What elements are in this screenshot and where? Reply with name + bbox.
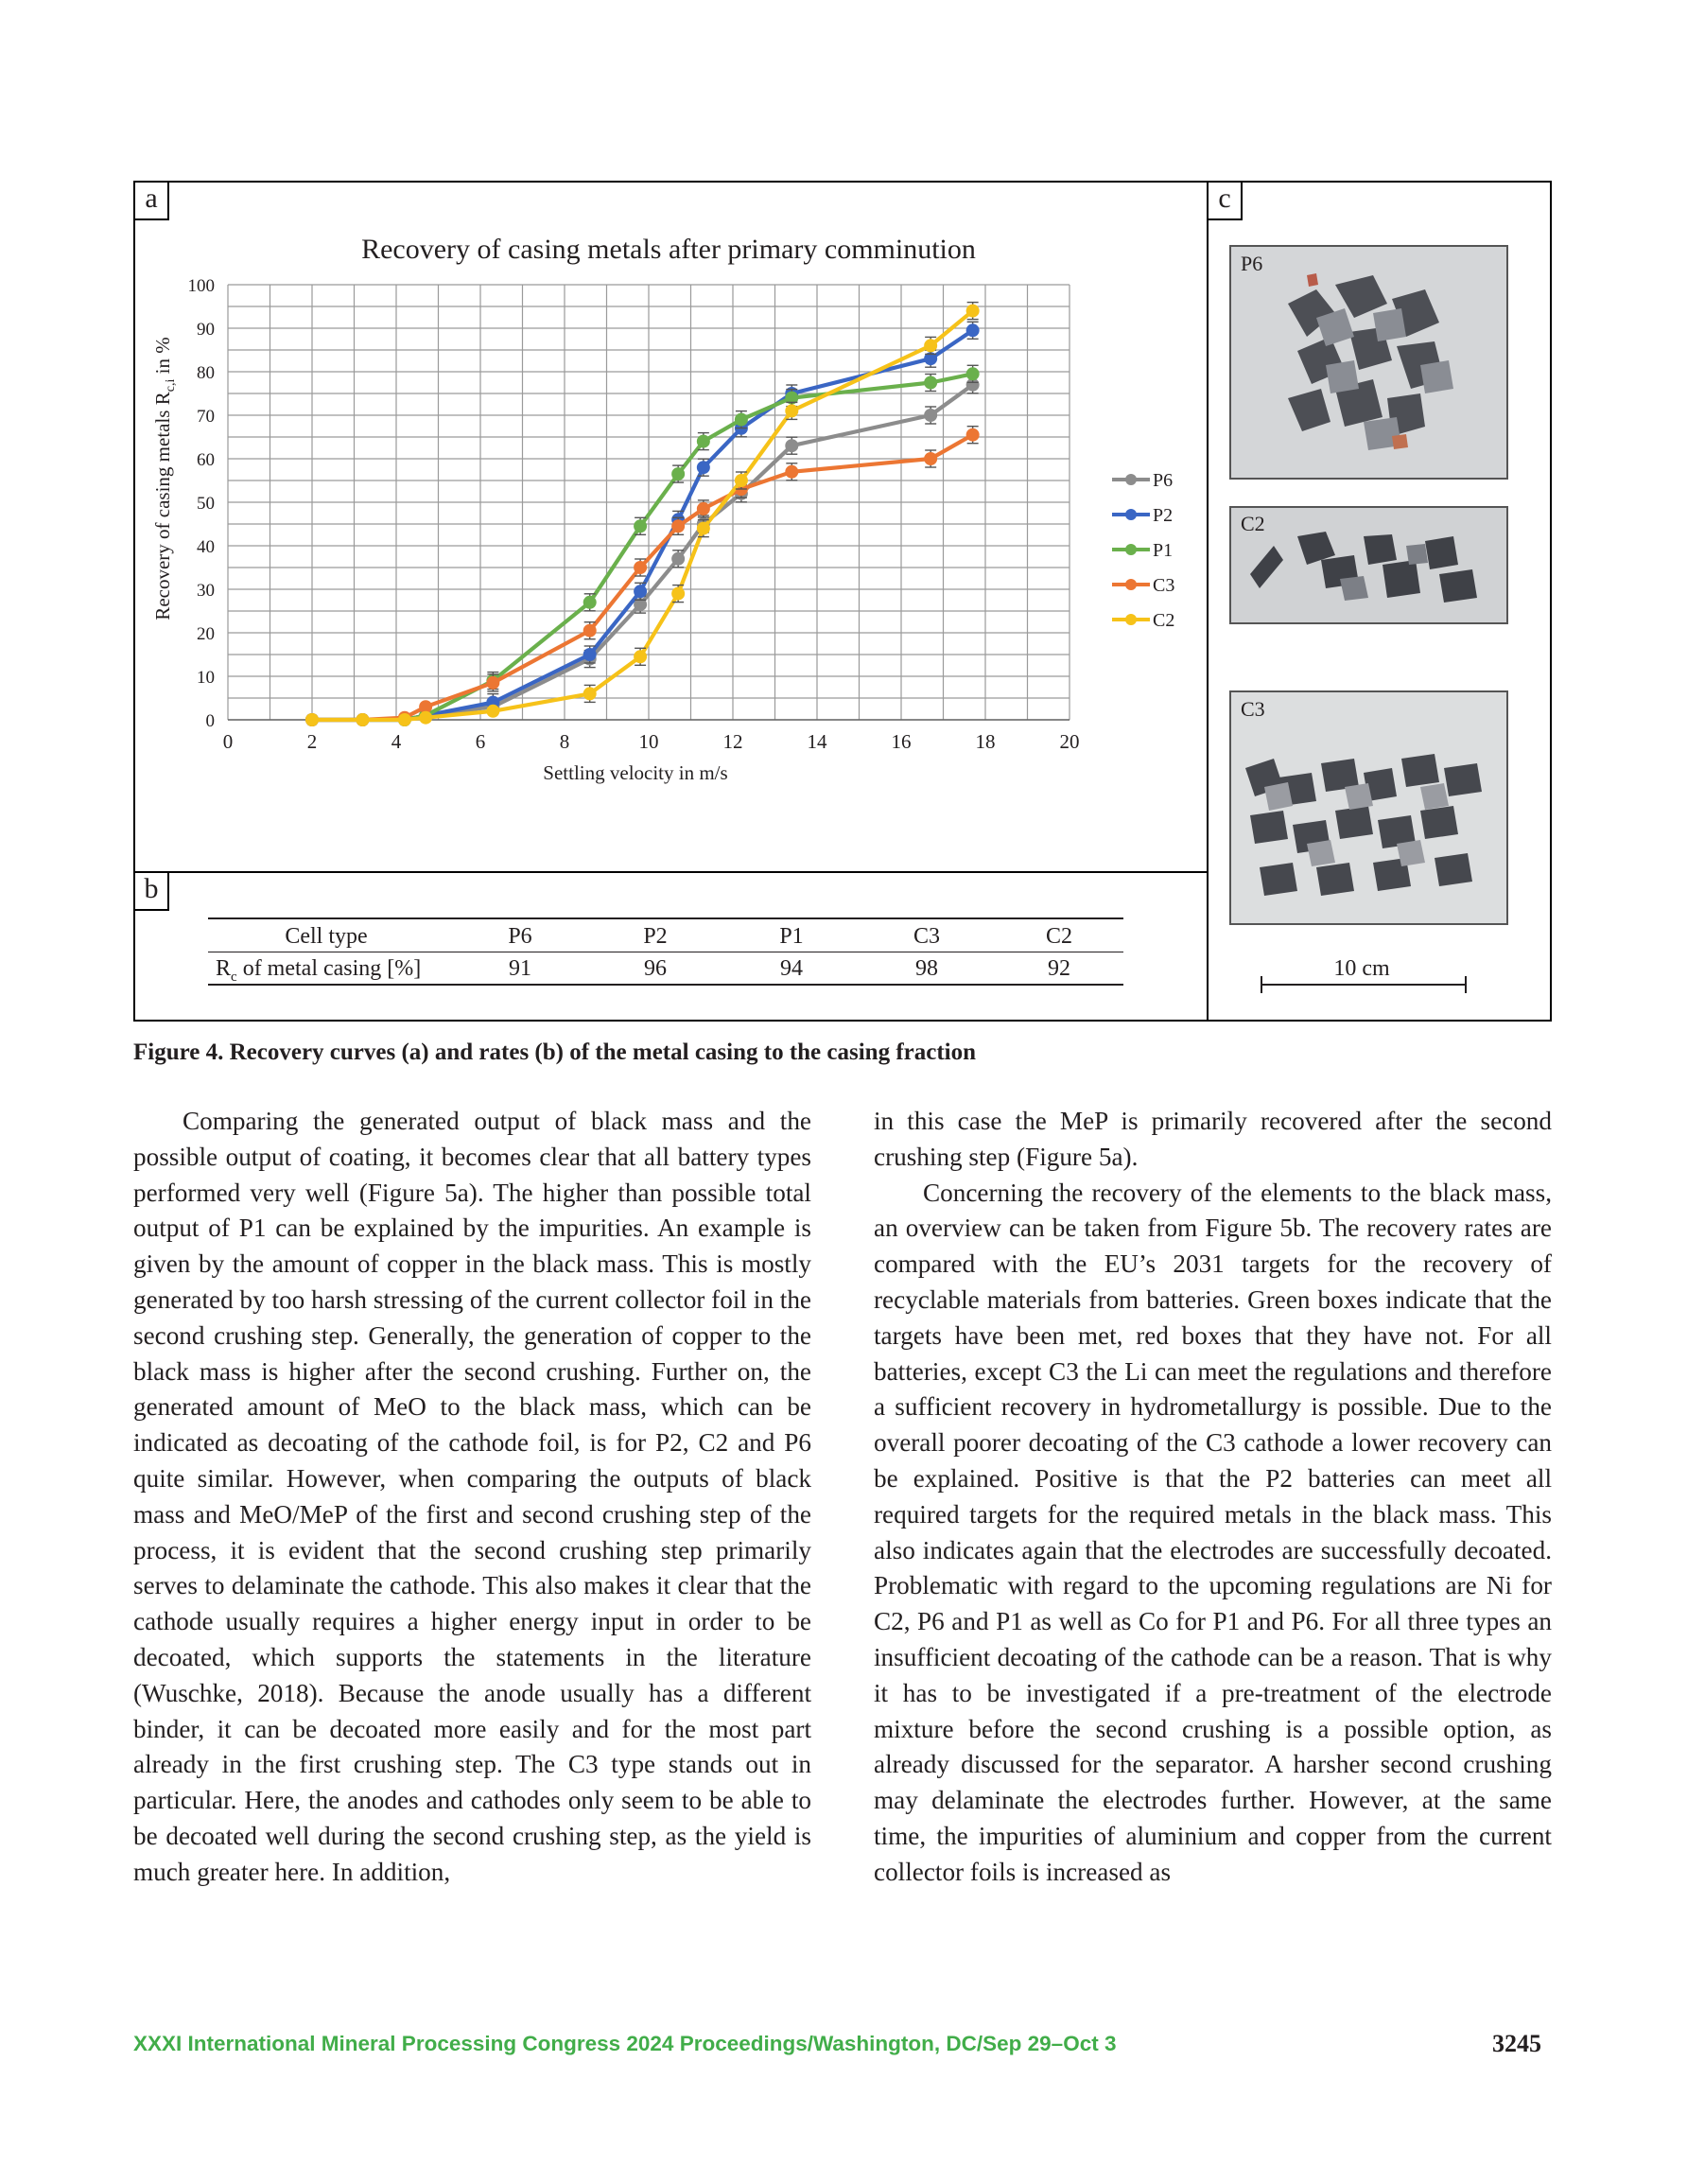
- data-point: [924, 376, 937, 390]
- data-point: [697, 522, 710, 535]
- x-tick-label: 20: [1059, 730, 1080, 753]
- photo-p6-label: P6: [1241, 252, 1263, 275]
- panel-c-divider: [1207, 181, 1209, 1022]
- y-tick-label: 30: [197, 581, 215, 601]
- data-point: [486, 676, 499, 690]
- series-line-p6: [312, 385, 973, 720]
- panel-b-tag: b: [133, 871, 169, 911]
- y-tick-labels: [188, 276, 216, 731]
- data-point: [924, 452, 937, 465]
- data-point: [583, 648, 597, 661]
- legend-label: C2: [1153, 610, 1175, 631]
- table-header-p6: P6: [508, 924, 532, 949]
- data-point: [966, 305, 980, 318]
- chart-series: [305, 303, 980, 726]
- data-point: [398, 713, 411, 726]
- legend-item-p1: [1112, 540, 1173, 561]
- legend-item-p2: [1112, 505, 1173, 526]
- table-value-p6: 91: [509, 956, 531, 981]
- data-point: [305, 713, 319, 726]
- footer-proceedings: XXXI International Mineral Processing Congress 2024 Proceedings/Washington, DC/Sep 29–Oct 3: [133, 2032, 1117, 2055]
- table-value-p1: 94: [780, 956, 803, 981]
- right-paragraph-2: Concerning the recovery of the elements to the black mass, an overview can be taken from Figure 5b. The recovery rates are compared with the EU’s 2031 targets for the recovery of recyclable materials from batteries. Green boxes indicate that the targets have been met, red boxes that they have not. For all batteries, except C3 the Li can meet the regulations and therefore a sufficient recovery in hydrometallurgy is possible. Due to the overall poorer decoating of the C3 cathode a lower recovery can be explained. Positive is that the P2 batteries can meet all required targets for the required metals in the black mass. This also indicates again that the electrodes are successfully decoated. Problematic with regard to the upcoming regulations are Ni for C2, P6 and P1 as well as Co for P1 and P6. For all three types an insufficient decoating of the cathode can be a reason. That is why it has to be investigated if a pre-treatment of the electrode mixture before the second crushing is a possible option, as already discussed for the separator. A harsher second crushing may delaminate the electrodes further. However, at the same time, the impurities of aluminium and copper from the current collector foils is increased as: [874, 1178, 1552, 1886]
- legend-marker: [1125, 544, 1137, 555]
- scale-bar: [1261, 984, 1467, 986]
- legend-marker: [1125, 509, 1137, 520]
- x-tick-label: 0: [222, 730, 234, 753]
- x-tick-label: 16: [891, 730, 912, 753]
- legend-item-c3: [1112, 575, 1174, 596]
- table-header-c2: C2: [1045, 924, 1072, 949]
- data-point: [697, 435, 710, 448]
- right-paragraph-1: in this case the MeP is primarily recovered after the second crushing step (Figure 5a).: [874, 1107, 1552, 1171]
- legend-marker: [1125, 614, 1137, 625]
- photo-c2-label: C2: [1241, 512, 1265, 535]
- table-top-rule: [208, 917, 1123, 919]
- x-tick-label: 8: [559, 730, 570, 753]
- legend-label: P1: [1153, 540, 1174, 561]
- data-point: [583, 596, 597, 609]
- x-tick-label: 12: [722, 730, 743, 753]
- x-tick-label: 6: [475, 730, 486, 753]
- data-point: [583, 624, 597, 638]
- y-tick-label: 80: [197, 363, 215, 383]
- x-tick-label: 18: [975, 730, 996, 753]
- data-point: [924, 409, 937, 422]
- data-point: [966, 428, 980, 442]
- table-header-p1: P1: [779, 924, 804, 949]
- data-point: [671, 467, 685, 480]
- data-point: [583, 687, 597, 700]
- photo-c3: [1229, 690, 1508, 925]
- table-header-cell-type: Cell type: [285, 924, 368, 949]
- table-row-label: $R_c$ of metal casing [%]: [216, 956, 422, 985]
- chart-title: Recovery of casing metals after primary comminution: [361, 234, 976, 265]
- y-tick-label: 10: [197, 668, 215, 688]
- c3-fragments-image: [1231, 692, 1506, 923]
- y-tick-label: 0: [205, 711, 215, 731]
- data-point: [966, 323, 980, 337]
- x-tick-labels: [223, 730, 1080, 753]
- data-point: [634, 585, 647, 598]
- series-p6: [305, 376, 980, 726]
- data-point: [486, 705, 499, 718]
- series-c2: [305, 303, 980, 726]
- legend-item-c2: [1112, 610, 1174, 631]
- y-tick-label: 60: [197, 450, 215, 470]
- data-point: [671, 587, 685, 601]
- data-point: [419, 711, 432, 725]
- data-point: [356, 713, 369, 726]
- photo-c2: [1229, 506, 1508, 624]
- data-point: [634, 650, 647, 663]
- data-point: [785, 404, 798, 417]
- scale-bar-label: 10 cm: [1333, 956, 1390, 981]
- y-tick-label: 20: [197, 624, 215, 644]
- data-point: [697, 461, 710, 474]
- left-paragraph: Comparing the generated output of black mass and the possible output of coating, it becomes clear that all battery types performed very well (Figure 5a). The higher than possible total output of P1 can be explained by the impurities. An example is given by the amount of copper in the black mass. This is mostly generated by too harsh stressing of the current collector foil in the second crushing step. Generally, the generation of copper to the black mass is higher after the second crushing. Further on, the generated amount of MeO to the black mass, which can be indicated as decoating of the cathode foil, is for P2, C2 and P6 quite similar. However, when comparing the outputs of black mass and MeO/MeP of the first and second crushing step of the process, it is evident that the second crushing step primarily serves to delaminate the cathode. This also makes it clear that the cathode usually requires a higher energy input in order to be decoated, which supports the statements in the literature (Wuschke, 2018). Because the anode usually has a different binder, it can be decoated more easily and for the most part already in the first crushing step. The C3 type stands out in particular. Here, the anodes and cathodes only seem to be able to be decoated well during the second crushing step, as the yield is much greater here. In addition,: [133, 1107, 811, 1886]
- panel-a-tag: a: [133, 181, 169, 220]
- table-header-p2: P2: [643, 924, 668, 949]
- series-line-c3: [312, 435, 973, 720]
- x-axis-label: Settling velocity in m/s: [543, 761, 728, 784]
- y-tick-label: 100: [187, 276, 215, 296]
- photo-c3-label: C3: [1241, 697, 1265, 721]
- data-point: [697, 502, 710, 515]
- legend-label: P2: [1153, 505, 1174, 526]
- table-value-c3: 98: [915, 956, 938, 981]
- x-tick-label: 4: [391, 730, 402, 753]
- legend-item-p6: [1112, 470, 1173, 491]
- legend-label: C3: [1153, 575, 1175, 596]
- scale-bar-right-tick: [1465, 976, 1467, 993]
- legend-marker: [1125, 579, 1137, 590]
- data-point: [785, 439, 798, 452]
- p6-fragments-image: [1231, 247, 1506, 478]
- y-tick-label: 50: [197, 494, 215, 514]
- left-column: [133, 1104, 811, 1891]
- c2-fragments-image: [1231, 508, 1506, 622]
- data-point: [671, 552, 685, 566]
- x-tick-label: 10: [638, 730, 659, 753]
- chart-legend: [1112, 470, 1174, 631]
- figure-caption: Figure 4. Recovery curves (a) and rates (b) of the metal casing to the casing fraction: [133, 1040, 977, 1065]
- data-point: [785, 465, 798, 479]
- panel-c-tag: c: [1207, 181, 1243, 220]
- data-point: [735, 474, 748, 487]
- data-point: [924, 339, 937, 352]
- recovery-chart: [133, 181, 1207, 871]
- y-tick-label: 70: [197, 407, 215, 427]
- y-axis-label: Recovery of casing metals $R_{c,i}$ in %: [151, 337, 178, 620]
- data-point: [634, 519, 647, 533]
- table-value-p2: 96: [644, 956, 667, 981]
- scale-bar-left-tick: [1261, 976, 1262, 993]
- table-header-c3: C3: [913, 924, 940, 949]
- y-tick-label: 90: [197, 320, 215, 340]
- data-point: [966, 367, 980, 380]
- legend-label: P6: [1153, 470, 1174, 491]
- y-tick-label: 40: [197, 537, 215, 557]
- data-point: [671, 519, 685, 533]
- data-point: [634, 561, 647, 574]
- data-point: [735, 413, 748, 427]
- right-column: [874, 1104, 1552, 1891]
- table-value-c2: 92: [1048, 956, 1070, 981]
- legend-marker: [1125, 474, 1137, 485]
- x-tick-label: 14: [807, 730, 827, 753]
- photo-p6: [1229, 245, 1508, 480]
- page-number: 3245: [1492, 2030, 1541, 2057]
- x-tick-label: 2: [306, 730, 318, 753]
- series-c3: [305, 427, 980, 726]
